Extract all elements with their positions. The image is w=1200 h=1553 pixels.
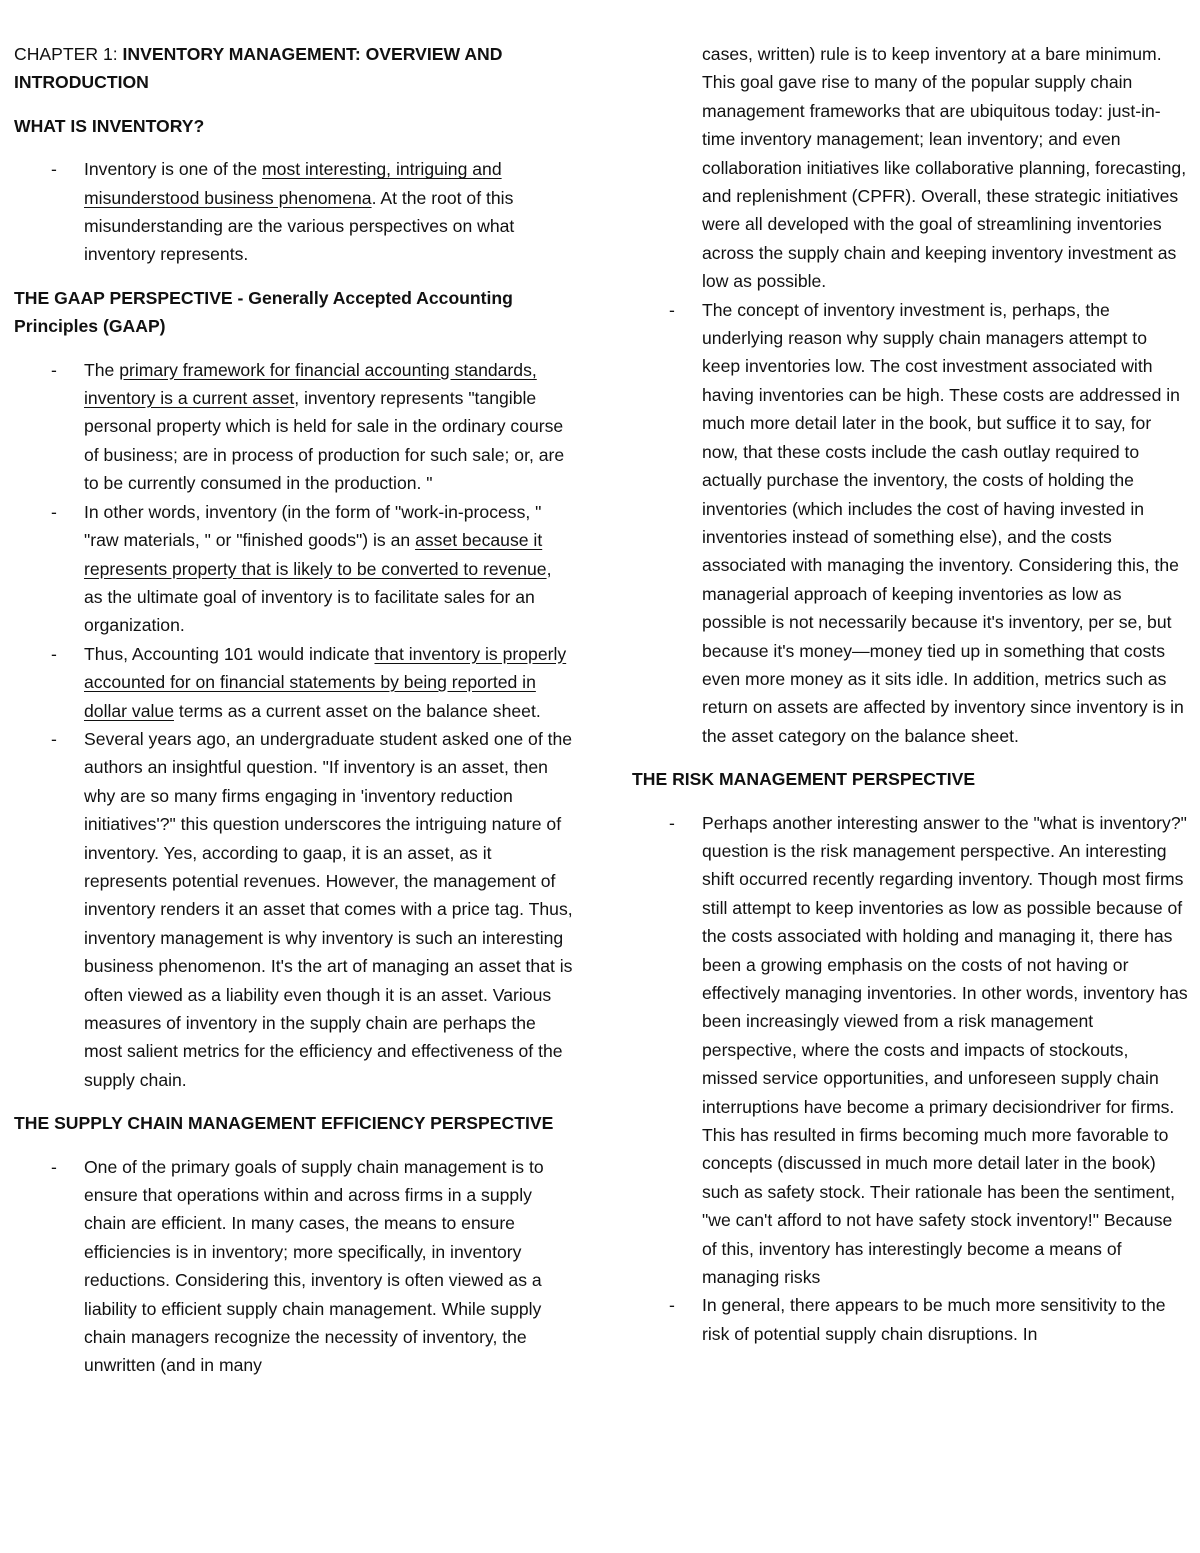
- section-heading-scm-efficiency: THE SUPPLY CHAIN MANAGEMENT EFFICIENCY PERSPECTIVE: [14, 1113, 554, 1134]
- left-column: [14, 40, 574, 1380]
- text-run: terms as a current asset on the balance sheet.: [173, 700, 541, 721]
- text-run: , inventory represents "tangible personal property which is held for sale in the ordinary course of business; are in process of production for such sale; or, are to be currently consumed in the production. ": [84, 388, 565, 494]
- list-item: [14, 356, 574, 498]
- text-run: . At the root of this misunderstanding are the various perspectives on what inventory represents.: [84, 187, 515, 265]
- bullet-dash: -: [669, 812, 675, 833]
- list-item: [14, 498, 574, 640]
- bullet-dash: -: [51, 501, 57, 522]
- underlined-text: primary framework for financial accounting standards, inventory is a current asset: [84, 359, 537, 409]
- scm-bullet-list-continued: [632, 40, 1188, 750]
- section-heading-risk-management: THE RISK MANAGEMENT PERSPECTIVE: [632, 769, 976, 790]
- scm-bullet-list: [14, 1153, 574, 1380]
- chapter-title-text: INVENTORY MANAGEMENT: OVERVIEW AND INTRODUCTION: [14, 44, 503, 93]
- list-item: [632, 1291, 1188, 1348]
- bullet-dash: -: [51, 728, 57, 749]
- chapter-title: [14, 40, 574, 97]
- text-run: Thus, Accounting 101 would indicate: [84, 643, 375, 664]
- bullet-dash: -: [669, 299, 675, 320]
- chapter-prefix: CHAPTER 1:: [14, 44, 123, 64]
- text-run: Inventory is one of the: [84, 159, 262, 180]
- bullet-dash: -: [51, 159, 57, 180]
- list-item: [14, 725, 574, 1094]
- underlined-text: asset because it represents property that is likely to be converted to revenue: [84, 530, 547, 579]
- underlined-text: most interesting, intriguing and misunderstood business phenomena: [84, 159, 502, 208]
- section-heading-gaap: THE GAAP PERSPECTIVE - Generally Accepted Accounting Principles (GAAP): [14, 287, 513, 337]
- bullet-dash: -: [51, 643, 57, 664]
- text-run: cases, written) rule is to keep inventory at a bare minimum. This goal gave rise to many of the popular supply chain management frameworks that are ubiquitous today: just-in-time inventory management; lean inventory; and even collaboration initiatives like collaborative planning, forecasting, and replenishment (CPFR). Overall, these strategic initiatives were all developed with the goal of streamlining inventories across the supply chain and keeping inventory investment as low as possible.: [702, 44, 1187, 292]
- list-item: [14, 155, 574, 269]
- text-run: The: [84, 359, 120, 380]
- bullet-dash: -: [51, 359, 57, 380]
- text-run: , as the ultimate goal of inventory is to facilitate sales for an organization.: [84, 558, 552, 636]
- text-run: In general, there appears to be much more sensitivity to the risk of potential supply chain disruptions. In: [702, 1295, 1166, 1344]
- list-item: [632, 809, 1188, 1292]
- risk-bullet-list: [632, 809, 1188, 1349]
- bullet-dash: -: [51, 1156, 57, 1177]
- section-heading-what-is-inventory: WHAT IS INVENTORY?: [14, 115, 205, 136]
- list-item: [14, 1153, 574, 1380]
- text-run: In other words, inventory (in the form of "work-in-process, " "raw materials, " or "finished goods") is an: [84, 501, 542, 551]
- text-run: Several years ago, an undergraduate student asked one of the authors an insightful question. "If inventory is an asset, then why are so many firms engaging in 'inventory reduction initiatives'?" this question underscores the intriguing nature of inventory. Yes, according to gaap, it is an asset, as it represents potential revenues. However, the management of inventory renders it an asset that comes with a price tag. Thus, inventory management is why inventory is such an interesting business phenomenon. It's the art of managing an asset that is often viewed as a liability even though it is an asset. Various measures of inventory in the supply chain are perhaps the most salient metrics for the efficiency and effectiveness of the supply chain.: [84, 728, 573, 1090]
- list-item: [14, 640, 574, 725]
- what-bullet-list: [14, 155, 574, 269]
- right-column: [632, 40, 1188, 1348]
- list-item: [632, 296, 1188, 751]
- text-run: One of the primary goals of supply chain management is to ensure that operations within and across firms in a supply chain are efficient. In many cases, the means to ensure efficiencies is in inventory; more specifically, in inventory reductions. Considering this, inventory is often viewed as a liability to efficient supply chain management. While supply chain managers recognize the necessity of inventory, the unwritten (and in many: [84, 1156, 544, 1376]
- text-run: The concept of inventory investment is, perhaps, the underlying reason why supply chain managers attempt to keep inventories low. The cost investment associated with having inventories can be high. These costs are addressed in much more detail later in the book, but suffice it to say, for now, that these costs include the cash outlay required to actually purchase the inventory, the costs of holding the inventories (which includes the cost of having invested in inventories instead of something else), and the costs associated with managing the inventory. Considering this, the managerial approach of keeping inventories as low as possible is not necessarily because it's inventory, per se, but because it's money—money tied up in something that costs even more money as it sits idle. In addition, metrics such as return on assets are affected by inventory since inventory is in the asset category on the balance sheet.: [702, 299, 1184, 746]
- underlined-text: that inventory is properly accounted for on financial statements by being reported in dollar value: [84, 643, 567, 721]
- text-run: Perhaps another interesting answer to the "what is inventory?" question is the risk management perspective. An interesting shift occurred recently regarding inventory. Though most firms still attempt to keep inventories as low as possible because of the costs associated with holding and managing it, there has been a growing emphasis on the costs of not having or effectively managing inventories. In other words, inventory has been increasingly viewed from a risk management perspective, where the costs and impacts of stockouts, missed service opportunities, and unforeseen supply chain interruptions have become a primary decisiondriver for firms. This has resulted in firms becoming much more favorable to concepts (discussed in much more detail later in the book) such as safety stock. Their rationale has been the sentiment, "we can't afford to not have safety stock inventory!" Because of this, inventory has interestingly become a means of managing risks: [702, 812, 1188, 1288]
- bullet-dash: -: [669, 1295, 675, 1316]
- list-item-continued: [632, 40, 1188, 296]
- gaap-bullet-list: [14, 356, 574, 1095]
